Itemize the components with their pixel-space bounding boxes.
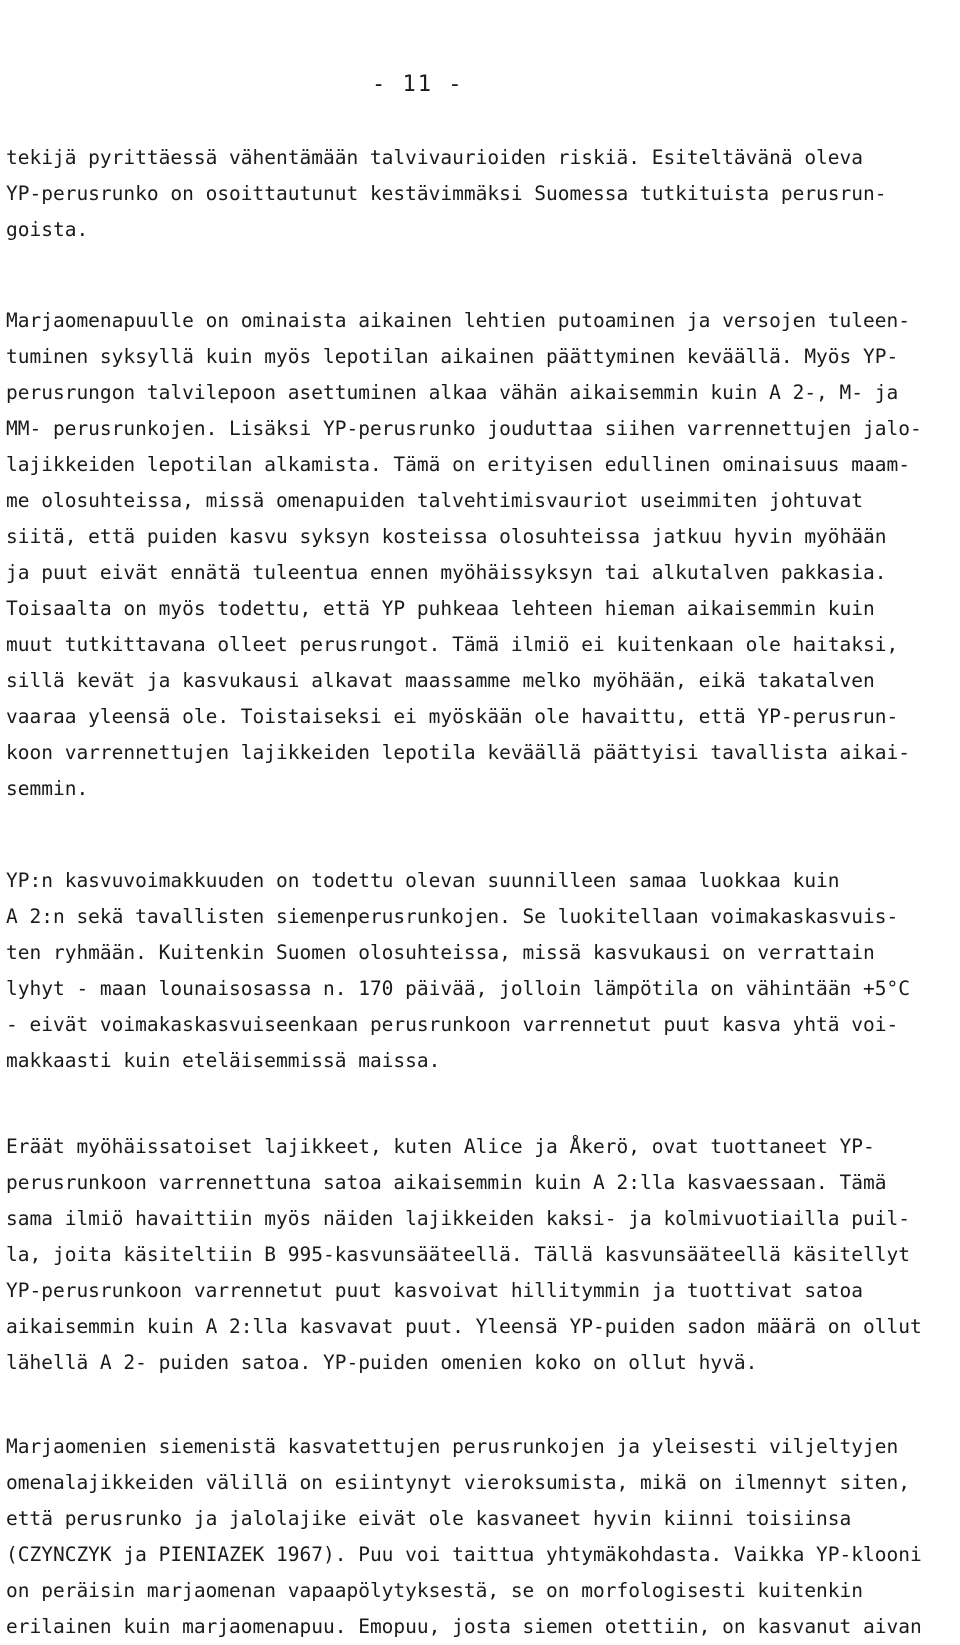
paragraph-3: [6, 863, 946, 1079]
text-line: perusrungon talvilepoon asettuminen alkaa vähän aikaisemmin kuin A 2-, M- ja: [6, 381, 899, 404]
text-line: YP:n kasvuvoimakkuuden on todettu olevan suunnilleen samaa luokkaa kuin: [6, 869, 840, 892]
text-line: me olosuhteissa, missä omenapuiden talvehtimisvauriot useimmiten johtuvat: [6, 489, 864, 512]
text-line: aikaisemmin kuin A 2:lla kasvavat puut. Yleensä YP-puiden sadon määrä on ollut: [6, 1315, 922, 1338]
paragraph-5: [6, 1429, 946, 1645]
text-line: että perusrunko ja jalolajike eivät ole kasvaneet hyvin kiinni toisiinsa: [6, 1507, 852, 1530]
text-line: tuminen syksyllä kuin myös lepotilan aikainen päättyminen keväällä. Myös YP-: [6, 345, 899, 368]
text-line: MM- perusrunkojen. Lisäksi YP-perusrunko jouduttaa siihen varrennettujen jalo-: [6, 417, 922, 440]
paragraph-4: [6, 1129, 946, 1381]
text-line: vaaraa yleensä ole. Toistaiseksi ei myöskään ole havaittu, että YP-perusrun-: [6, 705, 899, 728]
text-line: sama ilmiö havaittiin myös näiden lajikkeiden kaksi- ja kolmivuotiailla puil-: [6, 1207, 910, 1230]
text-line: erilainen kuin marjaomenapuu. Emopuu, josta siemen otettiin, on kasvanut aivan: [6, 1615, 922, 1638]
text-line: lähellä A 2- puiden satoa. YP-puiden omenien koko on ollut hyvä.: [6, 1351, 758, 1374]
text-line: A 2:n sekä tavallisten siemenperusrunkojen. Se luokitellaan voimakaskasvuis-: [6, 905, 899, 928]
text-line: on peräisin marjaomenan vapaapölytyksestä, se on morfologisesti kuitenkin: [6, 1579, 864, 1602]
text-line: lajikkeiden lepotilan alkamista. Tämä on erityisen edullinen ominaisuus maam-: [6, 453, 910, 476]
text-line: Toisaalta on myös todettu, että YP puhkeaa lehteen hieman aikaisemmin kuin: [6, 597, 875, 620]
text-line: Eräät myöhäissatoiset lajikkeet, kuten Alice ja Åkerö, ovat tuottaneet YP-: [6, 1135, 875, 1158]
text-line: lyhyt - maan lounaisosassa n. 170 päivää, jolloin lämpötila on vähintään +5°C: [6, 977, 910, 1000]
text-line: perusrunkoon varrennettuna satoa aikaisemmin kuin A 2:lla kasvaessaan. Tämä: [6, 1171, 887, 1194]
paragraph-1: [6, 140, 946, 248]
paragraph-spacer: [6, 1381, 946, 1429]
text-line: koon varrennettujen lajikkeiden lepotila keväällä päättyisi tavallista aikai-: [6, 741, 910, 764]
text-line: ten ryhmään. Kuitenkin Suomen olosuhteissa, missä kasvukausi on verrattain: [6, 941, 875, 964]
text-line: semmin.: [6, 777, 89, 800]
paragraph-spacer: [6, 248, 946, 303]
text-line: Marjaomenien siemenistä kasvatettujen perusrunkojen ja yleisesti viljeltyjen: [6, 1435, 899, 1458]
text-line: - eivät voimakaskasvuiseenkaan perusrunkoon varrennetut puut kasva yhtä voi-: [6, 1013, 899, 1036]
paragraph-spacer: [6, 807, 946, 863]
paragraph-spacer: [6, 1079, 946, 1129]
body-text: [6, 140, 946, 1645]
text-line: YP-perusrunkoon varrennetut puut kasvoivat hillitymmin ja tuottivat satoa: [6, 1279, 864, 1302]
text-line: goista.: [6, 218, 89, 241]
text-line: sillä kevät ja kasvukausi alkavat maassamme melko myöhään, eikä takatalven: [6, 669, 875, 692]
page-number: - 11 -: [372, 72, 464, 97]
text-line: muut tutkittavana olleet perusrungot. Tämä ilmiö ei kuitenkaan ole haitaksi,: [6, 633, 899, 656]
text-line: YP-perusrunko on osoittautunut kestävimmäksi Suomessa tutkituista perusrun-: [6, 182, 887, 205]
text-line: tekijä pyrittäessä vähentämään talvivaurioiden riskiä. Esiteltävänä oleva: [6, 146, 864, 169]
text-line: makkaasti kuin eteläisemmissä maissa.: [6, 1049, 441, 1072]
text-line: Marjaomenapuulle on ominaista aikainen lehtien putoaminen ja versojen tuleen-: [6, 309, 910, 332]
text-line: la, joita käsiteltiin B 995-kasvunsääteellä. Tällä kasvunsääteellä käsitellyt: [6, 1243, 910, 1266]
paragraph-2: [6, 303, 946, 807]
text-line: omenalajikkeiden välillä on esiintynyt vieroksumista, mikä on ilmennyt siten,: [6, 1471, 910, 1494]
text-line: (CZYNCZYK ja PIENIAZEK 1967). Puu voi taittua yhtymäkohdasta. Vaikka YP-klooni: [6, 1543, 922, 1566]
text-line: siitä, että puiden kasvu syksyn kosteissa olosuhteissa jatkuu hyvin myöhään: [6, 525, 887, 548]
text-line: ja puut eivät ennätä tuleentua ennen myöhäissyksyn tai alkutalven pakkasia.: [6, 561, 887, 584]
